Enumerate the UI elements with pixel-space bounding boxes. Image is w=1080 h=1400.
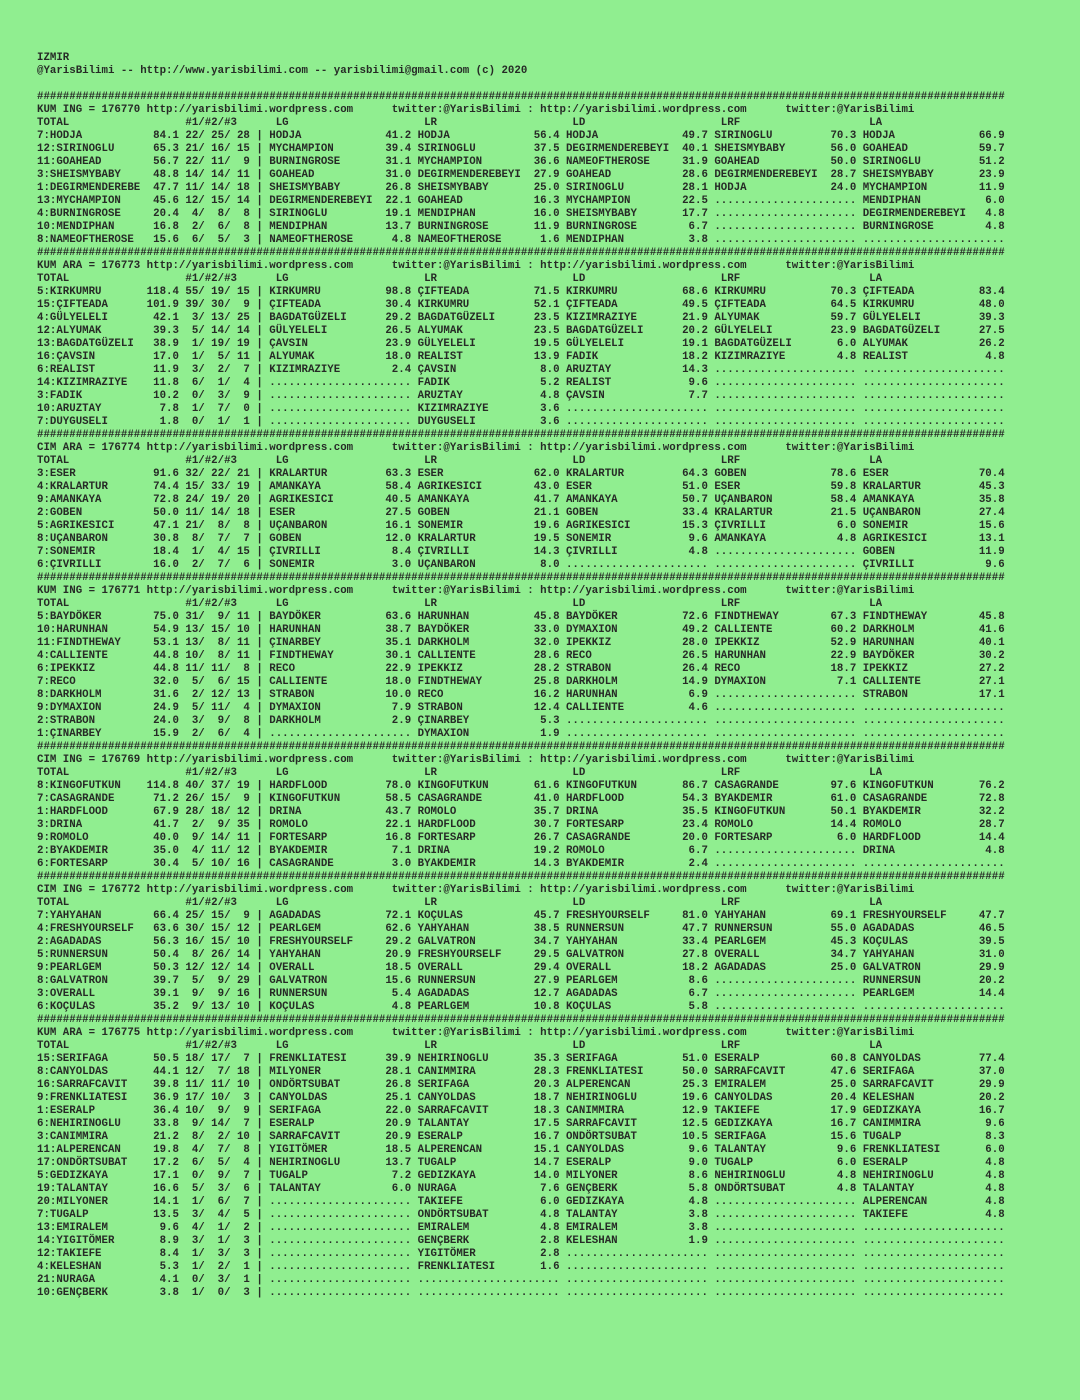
table-row: 9:FRENKLIATESI 36.9 17/ 10/ 3 | CANYOLDAS 25.1 CANYOLDAS 18.7 NEHIRINOGLU 19.6 CANYOLDAS 20.4 KELESHAN 20.2 <box>37 1092 1005 1104</box>
table-row: 6:REALIST 11.9 3/ 2/ 7 | KIZIMRAZIYE 2.4 ÇAVSIN 8.0 ARUZTAY 14.3 ...................... ...................... <box>37 364 1005 376</box>
blank-line <box>37 78 1080 91</box>
table-row: 12:ALYUMAK 39.3 5/ 14/ 14 | GÜLYELELI 26.5 ALYUMAK 23.5 BAGDATGÜZELI 20.2 GÜLYELELI 23.9 BAGDATGÜZELI 27.5 <box>37 325 1005 337</box>
table-row: 1:ESERALP 36.4 10/ 9/ 9 | SERIFAGA 22.0 SARRAFCAVIT 18.3 CANIMMIRA 12.9 TAKIEFE 17.9 GEDIZKAYA 16.7 <box>37 1105 1005 1117</box>
table-row: 14:KIZIMRAZIYE 11.8 6/ 1/ 4 | ...................... FADIK 5.2 REALIST 9.6 ...................... ...................... <box>37 377 1005 389</box>
table-row: 7:SONEMIR 18.4 1/ 4/ 15 | ÇIVRILLI 8.4 ÇIVRILLI 14.3 ÇIVRILLI 4.8 ...................... GOBEN 11.9 <box>37 546 1005 558</box>
table-row: 7:DUYGUSELI 1.8 0/ 1/ 1 | ...................... DUYGUSELI 3.6 ...................... ...................... ...................... <box>37 416 1005 428</box>
table-row: 8:NAMEOFTHEROSE 15.6 6/ 5/ 3 | NAMEOFTHEROSE 4.8 NAMEOFTHEROSE 1.6 MENDIPHAN 3.8 ...................... ...................... <box>37 234 1005 246</box>
table-row: 4:CALLIENTE 44.8 10/ 8/ 11 | FINDTHEWAY 30.1 CALLIENTE 28.6 RECO 26.5 HARUNHAN 22.9 BAYDÖKER 30.2 <box>37 650 1005 662</box>
section-header: KUM ARA = 176775 http://yarisbilimi.wordpress.com twitter:@YarisBilimi : http://yarisbilimi.wordpress.com twitter:@YarisBilimi <box>37 1027 915 1039</box>
table-row: 5:RUNNERSUN 50.4 8/ 26/ 14 | YAHYAHAN 20.9 FRESHYOURSELF 29.5 GALVATRON 27.8 OVERALL 34.7 YAHYAHAN 31.0 <box>37 949 1005 961</box>
table-row: 14:YIGITÖMER 8.9 3/ 1/ 3 | ...................... GENÇBERK 2.8 KELESHAN 1.9 ...................... ...................... <box>37 1235 1005 1247</box>
table-row: 15:ÇIFTEADA 101.9 39/ 30/ 9 | ÇIFTEADA 30.4 KIRKUMRU 52.1 ÇIFTEADA 49.5 ÇIFTEADA 64.5 KIRKUMRU 48.0 <box>37 299 1005 311</box>
table-row: 6:FORTESARP 30.4 5/ 10/ 16 | CASAGRANDE 3.0 BYAKDEMIR 14.3 BYAKDEMIR 2.4 ...................... ...................... <box>37 858 1005 870</box>
table-row: 10:HARUNHAN 54.9 13/ 15/ 10 | HARUNHAN 38.7 BAYDÖKER 33.0 DYMAXION 49.2 CALLIENTE 60.2 DARKHOLM 41.6 <box>37 624 1005 636</box>
column-header: TOTAL #1/#2/#3 LG LR LD LRF LA <box>37 767 1005 779</box>
table-row: 8:UÇANBARON 30.8 8/ 7/ 7 | GOBEN 12.0 KRALARTUR 19.5 SONEMIR 9.6 AMANKAYA 4.8 AGRIKESICI 13.1 <box>37 533 1005 545</box>
table-row: 7:RECO 32.0 5/ 6/ 15 | CALLIENTE 18.0 FINDTHEWAY 25.8 DARKHOLM 14.9 DYMAXION 7.1 CALLIENTE 27.1 <box>37 676 1005 688</box>
table-row: 1:HARDFLOOD 67.9 28/ 18/ 12 | DRINA 43.7 ROMOLO 35.7 DRINA 35.5 KINGOFUTKUN 50.1 BYAKDEMIR 32.2 <box>37 806 1005 818</box>
section-header: KUM ARA = 176773 http://yarisbilimi.wordpress.com twitter:@YarisBilimi : http://yarisbilimi.wordpress.com twitter:@YarisBilimi <box>37 260 915 272</box>
table-row: 3:DRINA 41.7 2/ 9/ 35 | ROMOLO 22.1 HARDFLOOD 30.7 FORTESARP 23.4 ROMOLO 14.4 ROMOLO 28.7 <box>37 819 1005 831</box>
table-row: 19:TALANTAY 16.6 5/ 3/ 6 | TALANTAY 6.0 NURAGA 7.6 GENÇBERK 5.8 ONDÖRTSUBAT 4.8 TALANTAY 4.8 <box>37 1183 1005 1195</box>
table-row: 4:FRESHYOURSELF 63.6 30/ 15/ 12 | PEARLGEM 62.6 YAHYAHAN 38.5 RUNNERSUN 47.7 RUNNERSUN 55.0 AGADADAS 46.5 <box>37 923 1005 935</box>
table-row: 4:BURNINGROSE 20.4 4/ 8/ 8 | SIRINOGLU 19.1 MENDIPHAN 16.0 SHEISMYBABY 17.7 ...................... DEGIRMENDEREBEYI 4.8 <box>37 208 1005 220</box>
section-header: CIM ING = 176769 http://yarisbilimi.wordpress.com twitter:@YarisBilimi : http://yarisbilimi.wordpress.com twitter:@YarisBilimi <box>37 754 915 766</box>
page-title: IZMIR <box>37 52 70 64</box>
table-row: 8:DARKHOLM 31.6 2/ 12/ 13 | STRABON 10.0 RECO 16.2 HARUNHAN 6.9 ...................... STRABON 17.1 <box>37 689 1005 701</box>
table-row: 12:TAKIEFE 8.4 1/ 3/ 3 | ...................... YIGITÖMER 2.8 ...................... ...................... ...................... <box>37 1248 1005 1260</box>
section-separator: ###################################################################################################################################################### <box>37 429 1005 441</box>
table-row: 2:AGADADAS 56.3 16/ 15/ 10 | FRESHYOURSELF 29.2 GALVATRON 34.7 YAHYAHAN 33.4 PEARLGEM 45.3 KOÇULAS 39.5 <box>37 936 1005 948</box>
section-separator: ###################################################################################################################################################### <box>37 741 1005 753</box>
table-row: 3:ESER 91.6 32/ 22/ 21 | KRALARTUR 63.3 ESER 62.0 KRALARTUR 64.3 GOBEN 78.6 ESER 70.4 <box>37 468 1005 480</box>
table-row: 20:MILYONER 14.1 1/ 6/ 7 | ...................... TAKIEFE 6.0 GEDIZKAYA 4.8 ...................... ALPERENCAN 4.8 <box>37 1196 1005 1208</box>
column-header: TOTAL #1/#2/#3 LG LR LD LRF LA <box>37 1040 1005 1052</box>
table-row: 9:AMANKAYA 72.8 24/ 19/ 20 | AGRIKESICI 40.5 AMANKAYA 41.7 AMANKAYA 50.7 UÇANBARON 58.4 AMANKAYA 35.8 <box>37 494 1005 506</box>
table-row: 3:FADIK 10.2 0/ 3/ 9 | ...................... ARUZTAY 4.8 ÇAVSIN 7.7 ...................... ...................... <box>37 390 1005 402</box>
table-row: 2:GOBEN 50.0 11/ 14/ 18 | ESER 27.5 GOBEN 21.1 GOBEN 33.4 KRALARTUR 21.5 UÇANBARON 27.4 <box>37 507 1005 519</box>
table-row: 13:MYCHAMPION 45.6 12/ 15/ 14 | DEGIRMENDEREBEYI 22.1 GOAHEAD 16.3 MYCHAMPION 22.5 ...................... MENDIPHAN 6.0 <box>37 195 1005 207</box>
section-header: CIM ARA = 176774 http://yarisbilimi.wordpress.com twitter:@YarisBilimi : http://yarisbilimi.wordpress.com twitter:@YarisBilimi <box>37 442 915 454</box>
column-header: TOTAL #1/#2/#3 LG LR LD LRF LA <box>37 455 1005 467</box>
table-row: 4:KRALARTUR 74.4 15/ 33/ 19 | AMANKAYA 58.4 AGRIKESICI 43.0 ESER 51.0 ESER 59.8 KRALARTUR 45.3 <box>37 481 1005 493</box>
table-row: 6:IPEKKIZ 44.8 11/ 11/ 8 | RECO 22.9 IPEKKIZ 28.2 STRABON 26.4 RECO 18.7 IPEKKIZ 27.2 <box>37 663 1005 675</box>
section-header: CIM ING = 176772 http://yarisbilimi.wordpress.com twitter:@YarisBilimi : http://yarisbilimi.wordpress.com twitter:@YarisBilimi <box>37 884 915 896</box>
table-row: 2:STRABON 24.0 3/ 9/ 8 | DARKHOLM 2.9 ÇINARBEY 5.3 ...................... ...................... ...................... <box>37 715 1005 727</box>
table-row: 8:GALVATRON 39.7 5/ 9/ 29 | GALVATRON 15.6 RUNNERSUN 27.9 PEARLGEM 8.6 ...................... RUNNERSUN 20.2 <box>37 975 1005 987</box>
table-row: 21:NURAGA 4.1 0/ 3/ 1 | ...................... ...................... ...................... ...................... ...................... <box>37 1274 1005 1286</box>
table-row: 2:BYAKDEMIR 35.0 4/ 11/ 12 | BYAKDEMIR 7.1 DRINA 19.2 ROMOLO 6.7 ...................... DRINA 4.8 <box>37 845 1005 857</box>
sections-container <box>37 91 1080 1300</box>
table-row: 13:BAGDATGÜZELI 38.9 1/ 19/ 19 | ÇAVSIN 23.9 GÜLYELELI 19.5 GÜLYELELI 19.1 BAGDATGÜZELI 6.0 ALYUMAK 26.2 <box>37 338 1005 350</box>
table-row: 11:FINDTHEWAY 53.1 13/ 8/ 11 | ÇINARBEY 35.1 DARKHOLM 32.0 IPEKKIZ 28.0 IPEKKIZ 52.9 HARUNHAN 40.1 <box>37 637 1005 649</box>
table-row: 3:CANIMMIRA 21.2 8/ 2/ 10 | SARRAFCAVIT 20.9 ESERALP 16.7 ONDÖRTSUBAT 10.5 SERIFAGA 15.6 TUGALP 8.3 <box>37 1131 1005 1143</box>
table-row: 7:TUGALP 13.5 3/ 4/ 5 | ...................... ONDÖRTSUBAT 4.8 TALANTAY 3.8 ...................... TAKIEFE 4.8 <box>37 1209 1005 1221</box>
table-row: 10:GENÇBERK 3.8 1/ 0/ 3 | ...................... ...................... ...................... ...................... ...................... <box>37 1287 1005 1299</box>
report-byline: @YarisBilimi -- http://www.yarisbilimi.com -- yarisbilimi@gmail.com (c) 2020 <box>37 65 528 77</box>
table-row: 9:PEARLGEM 50.3 12/ 12/ 14 | OVERALL 18.5 OVERALL 29.4 OVERALL 18.2 AGADADAS 25.0 GALVATRON 29.9 <box>37 962 1005 974</box>
table-row: 9:ROMOLO 40.0 9/ 14/ 11 | FORTESARP 16.8 FORTESARP 26.7 CASAGRANDE 20.0 FORTESARP 6.0 HARDFLOOD 14.4 <box>37 832 1005 844</box>
table-row: 7:YAHYAHAN 66.4 25/ 15/ 9 | AGADADAS 72.1 KOÇULAS 45.7 FRESHYOURSELF 81.0 YAHYAHAN 69.1 FRESHYOURSELF 47.7 <box>37 910 1005 922</box>
section-separator: ###################################################################################################################################################### <box>37 91 1005 103</box>
table-row: 3:OVERALL 39.1 9/ 9/ 16 | RUNNERSUN 5.4 AGADADAS 12.7 AGADADAS 6.7 ...................... PEARLGEM 14.4 <box>37 988 1005 1000</box>
section-header: KUM ING = 176770 http://yarisbilimi.wordpress.com twitter:@YarisBilimi : http://yarisbilimi.wordpress.com twitter:@YarisBilimi <box>37 104 915 116</box>
table-row: 7:CASAGRANDE 71.2 26/ 15/ 9 | KINGOFUTKUN 58.5 CASAGRANDE 41.0 HARDFLOOD 54.3 BYAKDEMIR 61.0 CASAGRANDE 72.8 <box>37 793 1005 805</box>
table-row: 16:ÇAVSIN 17.0 1/ 5/ 11 | ALYUMAK 18.0 REALIST 13.9 FADIK 18.2 KIZIMRAZIYE 4.8 REALIST 4.8 <box>37 351 1005 363</box>
table-row: 5:AGRIKESICI 47.1 21/ 8/ 8 | UÇANBARON 16.1 SONEMIR 19.6 AGRIKESICI 15.3 ÇIVRILLI 6.0 SONEMIR 15.6 <box>37 520 1005 532</box>
table-row: 6:KOÇULAS 35.2 9/ 13/ 10 | KOÇULAS 4.8 PEARLGEM 10.8 KOÇULAS 5.8 ...................... ...................... <box>37 1001 1005 1013</box>
table-row: 5:KIRKUMRU 118.4 55/ 19/ 15 | KIRKUMRU 98.8 ÇIFTEADA 71.5 KIRKUMRU 68.6 KIRKUMRU 70.3 ÇIFTEADA 83.4 <box>37 286 1005 298</box>
table-row: 15:SERIFAGA 50.5 18/ 17/ 7 | FRENKLIATESI 39.9 NEHIRINOGLU 35.3 SERIFAGA 51.0 ESERALP 60.8 CANYOLDAS 77.4 <box>37 1053 1005 1065</box>
table-row: 11:ALPERENCAN 19.8 4/ 7/ 8 | YIGITÖMER 18.5 ALPERENCAN 15.1 CANYOLDAS 9.6 TALANTAY 9.6 FRENKLIATESI 6.0 <box>37 1144 1005 1156</box>
column-header: TOTAL #1/#2/#3 LG LR LD LRF LA <box>37 897 1005 909</box>
table-row: 1:ÇINARBEY 15.9 2/ 6/ 4 | ...................... DYMAXION 1.9 ...................... ...................... ...................... <box>37 728 1005 740</box>
column-header: TOTAL #1/#2/#3 LG LR LD LRF LA <box>37 117 1005 129</box>
table-row: 3:SHEISMYBABY 48.8 14/ 14/ 11 | GOAHEAD 31.0 DEGIRMENDEREBEYI 27.9 GOAHEAD 28.6 DEGIRMENDEREBEYI 28.7 SHEISMYBABY 23.9 <box>37 169 1005 181</box>
section-separator: ###################################################################################################################################################### <box>37 871 1005 883</box>
table-row: 4:KELESHAN 5.3 1/ 2/ 1 | ...................... FRENKLIATESI 1.6 ...................... ...................... ...................... <box>37 1261 1005 1273</box>
table-row: 17:ONDÖRTSUBAT 17.2 6/ 5/ 4 | NEHIRINOGLU 13.7 TUGALP 14.7 ESERALP 9.0 TUGALP 6.0 ESERALP 4.8 <box>37 1157 1005 1169</box>
section-separator: ###################################################################################################################################################### <box>37 1014 1005 1026</box>
table-row: 16:SARRAFCAVIT 39.8 11/ 11/ 10 | ONDÖRTSUBAT 26.8 SERIFAGA 20.3 ALPERENCAN 25.3 EMIRALEM 25.0 SARRAFCAVIT 29.9 <box>37 1079 1005 1091</box>
table-row: 8:KINGOFUTKUN 114.8 40/ 37/ 19 | HARDFLOOD 78.0 KINGOFUTKUN 61.6 KINGOFUTKUN 86.7 CASAGRANDE 97.6 KINGOFUTKUN 76.2 <box>37 780 1005 792</box>
table-row: 10:MENDIPHAN 16.8 2/ 6/ 8 | MENDIPHAN 13.7 BURNINGROSE 11.9 BURNINGROSE 6.7 ...................... BURNINGROSE 4.8 <box>37 221 1005 233</box>
table-row: 7:HODJA 84.1 22/ 25/ 28 | HODJA 41.2 HODJA 56.4 HODJA 49.7 SIRINOGLU 70.3 HODJA 66.9 <box>37 130 1005 142</box>
table-row: 4:GÜLYELELI 42.1 3/ 13/ 25 | BAGDATGÜZELI 29.2 BAGDATGÜZELI 23.5 KIZIMRAZIYE 21.9 ALYUMAK 59.7 GÜLYELELI 39.3 <box>37 312 1005 324</box>
table-row: 1:DEGIRMENDEREBE 47.7 11/ 14/ 18 | SHEISMYBABY 26.8 SHEISMYBABY 25.0 SIRINOGLU 28.1 HODJA 24.0 MYCHAMPION 11.9 <box>37 182 1005 194</box>
table-row: 12:SIRINOGLU 65.3 21/ 16/ 15 | MYCHAMPION 39.4 SIRINOGLU 37.5 DEGIRMENDEREBEYI 40.1 SHEISMYBABY 56.0 GOAHEAD 59.7 <box>37 143 1005 155</box>
section-separator: ###################################################################################################################################################### <box>37 247 1005 259</box>
column-header: TOTAL #1/#2/#3 LG LR LD LRF LA <box>37 273 1005 285</box>
section-header: KUM ING = 176771 http://yarisbilimi.wordpress.com twitter:@YarisBilimi : http://yarisbilimi.wordpress.com twitter:@YarisBilimi <box>37 585 915 597</box>
section-separator: ###################################################################################################################################################### <box>37 572 1005 584</box>
table-row: 5:GEDIZKAYA 17.1 0/ 9/ 7 | TUGALP 7.2 GEDIZKAYA 14.0 MILYONER 8.6 NEHIRINOGLU 4.8 NEHIRINOGLU 4.8 <box>37 1170 1005 1182</box>
table-row: 13:EMIRALEM 9.6 4/ 1/ 2 | ...................... EMIRALEM 4.8 EMIRALEM 3.8 ...................... ...................... <box>37 1222 1005 1234</box>
table-row: 5:BAYDÖKER 75.0 31/ 9/ 11 | BAYDÖKER 63.6 HARUNHAN 45.8 BAYDÖKER 72.6 FINDTHEWAY 67.3 FINDTHEWAY 45.8 <box>37 611 1005 623</box>
table-row: 6:NEHIRINOGLU 33.8 9/ 14/ 7 | ESERALP 20.9 TALANTAY 17.5 SARRAFCAVIT 12.5 GEDIZKAYA 16.7 CANIMMIRA 9.6 <box>37 1118 1005 1130</box>
table-row: 6:ÇIVRILLI 16.0 2/ 7/ 6 | SONEMIR 3.0 UÇANBARON 8.0 ...................... ...................... ÇIVRILLI 9.6 <box>37 559 1005 571</box>
table-row: 11:GOAHEAD 56.7 22/ 11/ 9 | BURNINGROSE 31.1 MYCHAMPION 36.6 NAMEOFTHEROSE 31.9 GOAHEAD 50.0 SIRINOGLU 51.2 <box>37 156 1005 168</box>
table-row: 8:CANYOLDAS 44.1 12/ 7/ 18 | MILYONER 28.1 CANIMMIRA 28.3 FRENKLIATESI 50.0 SARRAFCAVIT 47.6 SERIFAGA 37.0 <box>37 1066 1005 1078</box>
table-row: 10:ARUZTAY 7.8 1/ 7/ 0 | ...................... KIZIMRAZIYE 3.6 ...................... ...................... ...................... <box>37 403 1005 415</box>
table-row: 9:DYMAXION 24.9 5/ 11/ 4 | DYMAXION 7.9 STRABON 12.4 CALLIENTE 4.6 ...................... ...................... <box>37 702 1005 714</box>
column-header: TOTAL #1/#2/#3 LG LR LD LRF LA <box>37 598 1005 610</box>
